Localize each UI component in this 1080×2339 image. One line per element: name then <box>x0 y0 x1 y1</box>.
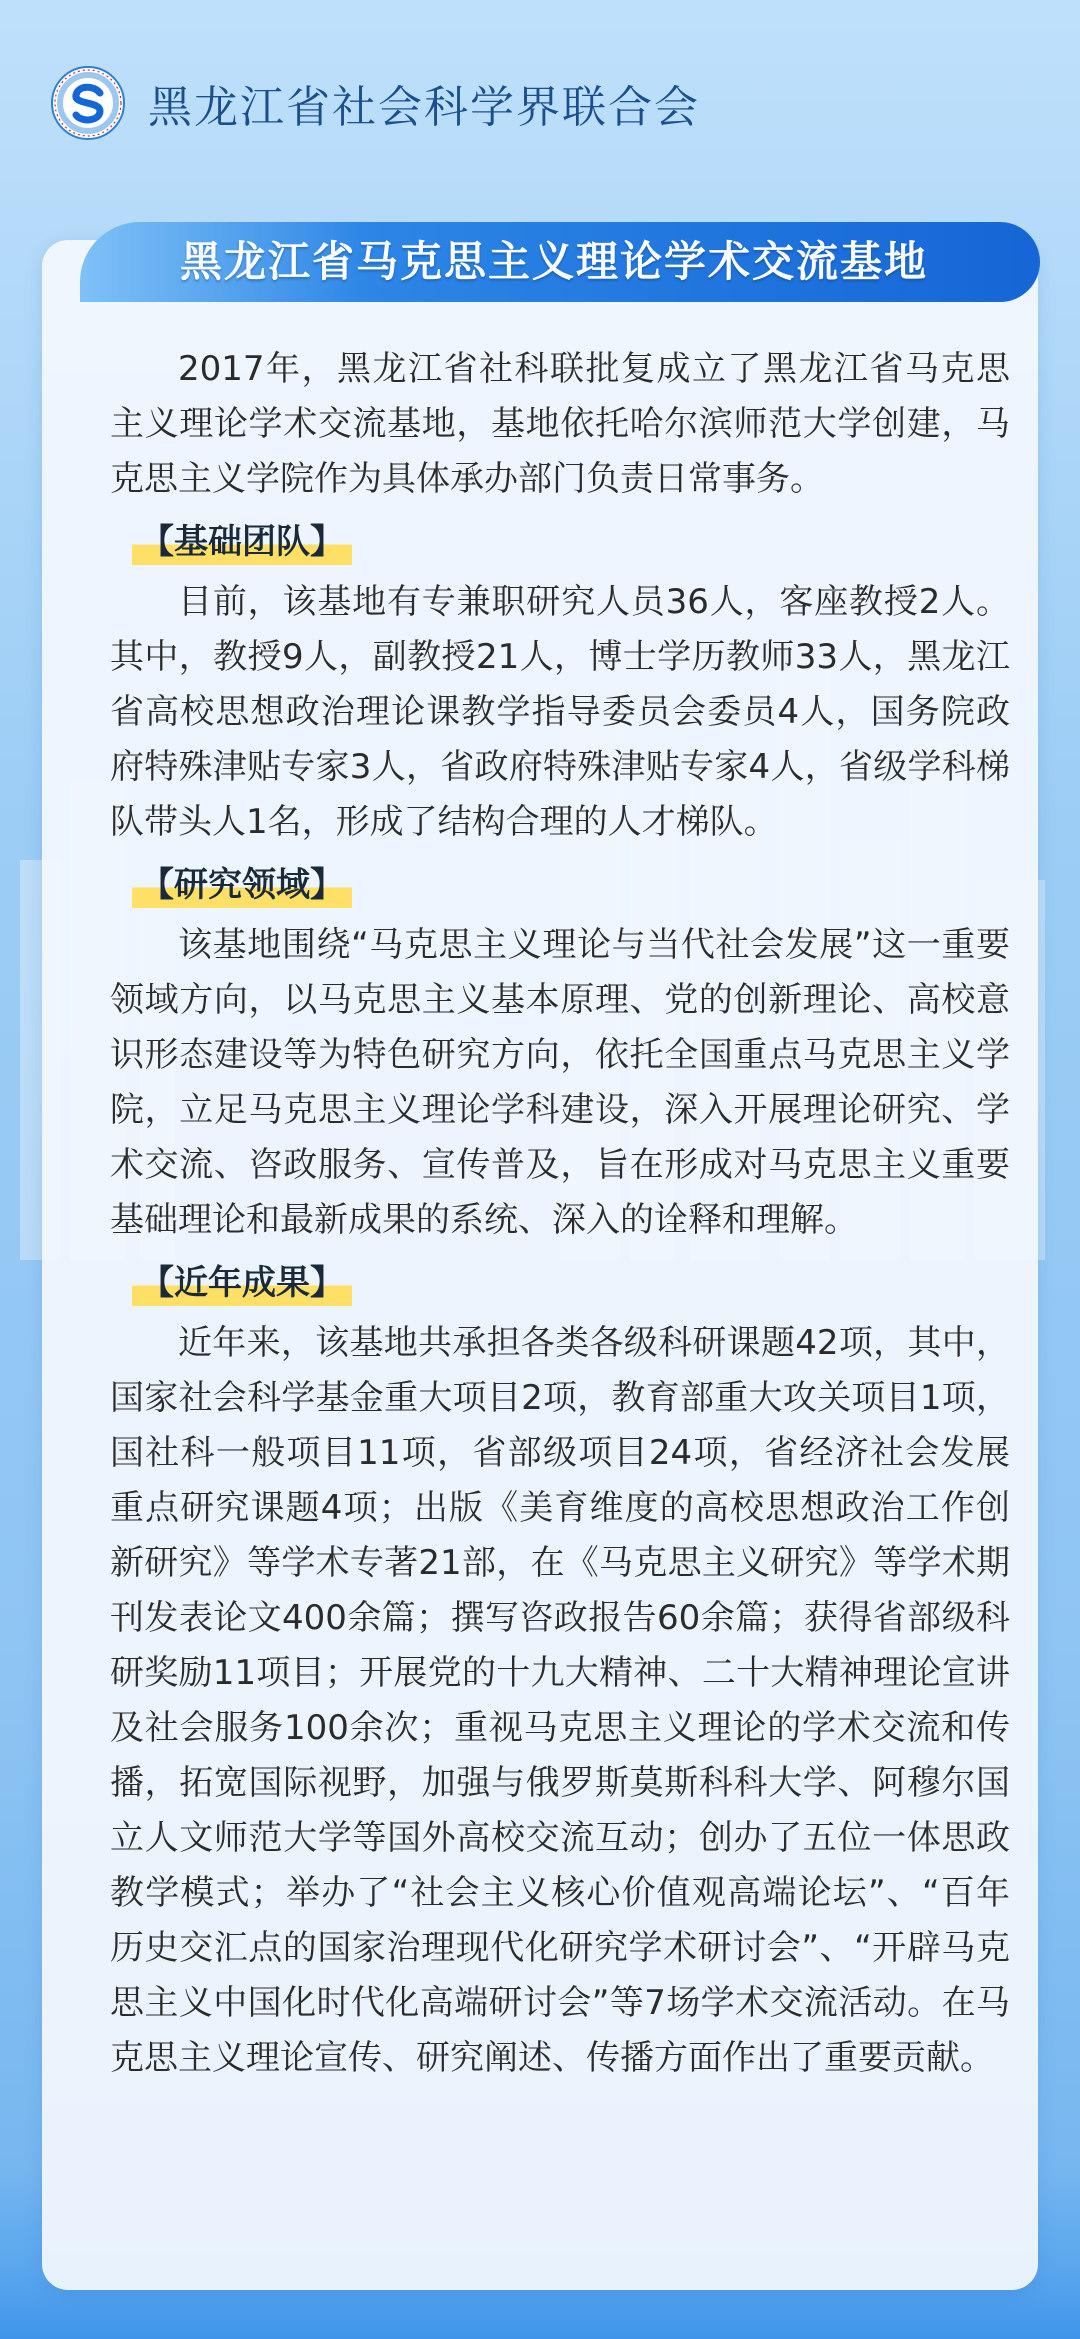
intro-paragraph: 2017年，黑龙江省社科联批复成立了黑龙江省马克思主义理论学术交流基地，基地依托哈尔滨师范大学创建，马克思主义学院作为具体承办部门负责日常事务。 <box>110 349 1010 499</box>
section-heading-team: 【基础团队】 <box>132 519 352 565</box>
org-name: 黑龙江省社会科学界联合会 <box>148 82 700 133</box>
section-body-research: 该基地围绕“马克思主义理论与当代社会发展”这一重要领域方向，以马克思主义基本原理、党的创新理论、高校意识形态建设等为特色研究方向，依托全国重点马克思主义学院，立足马克思主义理论学科建设，深入开展理论研究、学术交流、咨政服务、宣传普及，旨在形成对马克思主义重要基础理论和最新成果的系统、深入的诠释和理解。 <box>110 925 1010 1240</box>
section-team <box>110 507 1010 850</box>
section-heading-research: 【研究领域】 <box>132 862 352 908</box>
article-body <box>110 342 1010 2086</box>
page-title: 黑龙江省马克思主义理论学术交流基地 <box>180 237 929 286</box>
hljskl-logo-icon <box>50 65 126 141</box>
section-achievements <box>110 1248 1010 2086</box>
section-heading-achievements: 【近年成果】 <box>132 1260 352 1306</box>
section-body-team: 目前，该基地有专兼职研究人员36人，客座教授2人。其中，教授9人，副教授21人，博士学历教师33人，黑龙江省高校思想政治理论课教学指导委员会委员4人，国务院政府特殊津贴专家3人，省政府特殊津贴专家4人，省级学科梯队带头人1名，形成了结构合理的人才梯队。 <box>110 582 1010 842</box>
header <box>50 58 700 148</box>
section-research <box>110 850 1010 1248</box>
section-body-achievements: 近年来，该基地共承担各类各级科研课题42项，其中，国家社会科学基金重大项目2项，教育部重大攻关项目1项，国社科一般项目11项，省部级项目24项，省经济社会发展重点研究课题4项；出版《美育维度的高校思想政治工作创新研究》等学术专著21部，在《马克思主义研究》等学术期刊发表论文400余篇；撰写咨政报告60余篇；获得省部级科研奖励11项目；开展党的十九大精神、二十大精神理论宣讲及社会服务100余次；重视马克思主义理论的学术交流和传播，拓宽国际视野，加强与俄罗斯莫斯科科大学、阿穆尔国立人文师范大学等国外高校交流互动；创办了五位一体思政教学模式；举办了“社会主义核心价值观高端论坛”、“百年历史交汇点的国家治理现代化研究学术研讨会”、“开辟马克思主义中国化时代化高端研讨会”等7场学术交流活动。在马克思主义理论宣传、研究阐述、传播方面作出了重要贡献。 <box>110 1323 1010 2078</box>
